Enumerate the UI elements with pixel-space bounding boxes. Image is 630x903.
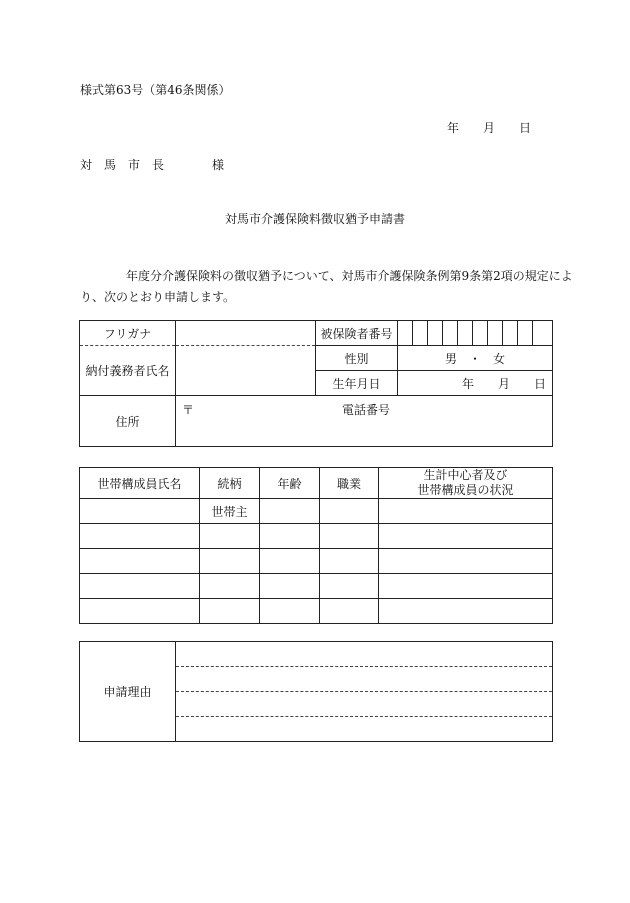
gender-label: 性別: [316, 346, 398, 371]
postal-mark: 〒: [182, 403, 195, 417]
table-row: [80, 499, 553, 524]
insured-number-digit[interactable]: [413, 321, 428, 346]
addressee: 対 馬 市 長 様: [80, 158, 225, 172]
document-title: 対馬市介護保険料徴収猶予申請書: [224, 212, 405, 226]
header-occupation: 職業: [320, 468, 379, 499]
status-cell[interactable]: [379, 574, 553, 599]
gender-choice[interactable]: 男 ・ 女: [398, 346, 553, 371]
occupation-cell[interactable]: [320, 499, 379, 524]
table-row: [80, 599, 553, 624]
insured-number-digit[interactable]: [473, 321, 488, 346]
insured-number-digit[interactable]: [503, 321, 518, 346]
relation-cell[interactable]: [200, 574, 260, 599]
status-cell[interactable]: [379, 499, 553, 524]
intro-line-1: 年度分介護保険料の徴収猶予について、対馬市介護保険条例第9条第2項の規定によ: [126, 269, 573, 283]
reason-line[interactable]: [176, 667, 553, 692]
header-member-name: 世帯構成員氏名: [80, 468, 200, 499]
applicant-table: [79, 320, 553, 447]
insured-number-digit[interactable]: [458, 321, 473, 346]
relation-cell[interactable]: [200, 549, 260, 574]
status-cell[interactable]: [379, 549, 553, 574]
age-cell[interactable]: [260, 524, 320, 549]
reason-line[interactable]: [176, 717, 553, 742]
insured-number-label: 被保険者番号: [316, 321, 398, 346]
member-name-cell[interactable]: [80, 549, 200, 574]
reason-table: [79, 641, 553, 742]
status-cell[interactable]: [379, 599, 553, 624]
relation-cell[interactable]: [200, 599, 260, 624]
member-name-cell[interactable]: [80, 499, 200, 524]
insured-number-digit[interactable]: [518, 321, 533, 346]
insured-number-digit[interactable]: [533, 321, 553, 346]
member-name-cell[interactable]: [80, 599, 200, 624]
reason-line[interactable]: [176, 642, 553, 667]
birthdate-field[interactable]: 年 月 日: [398, 371, 553, 396]
age-cell[interactable]: [260, 549, 320, 574]
member-name-cell[interactable]: [80, 524, 200, 549]
furigana-label: フリガナ: [80, 321, 176, 346]
header-status-line-2: 世帯構成員の状況: [417, 483, 514, 497]
occupation-cell[interactable]: [320, 574, 379, 599]
reason-line[interactable]: [176, 692, 553, 717]
relation-cell[interactable]: 世帯主: [200, 499, 260, 524]
occupation-cell[interactable]: [320, 549, 379, 574]
birthdate-label: 生年月日: [316, 371, 398, 396]
age-cell[interactable]: [260, 599, 320, 624]
insured-number-digit[interactable]: [443, 321, 458, 346]
table-row: [80, 574, 553, 599]
header-status-line-1: 生計中心者及び: [423, 468, 508, 482]
table-row: [80, 549, 553, 574]
name-label: 納付義務者氏名: [80, 346, 176, 396]
insured-number-digit[interactable]: [398, 321, 413, 346]
header-household-status: [379, 468, 553, 499]
table-row: [80, 524, 553, 549]
address-field[interactable]: [176, 396, 553, 447]
age-cell[interactable]: [260, 574, 320, 599]
member-name-cell[interactable]: [80, 574, 200, 599]
household-table: [79, 467, 553, 624]
phone-label: 電話番号: [342, 403, 391, 417]
age-cell[interactable]: [260, 499, 320, 524]
furigana-field[interactable]: [176, 321, 316, 346]
insured-number-digit[interactable]: [428, 321, 443, 346]
header-age: 年齢: [260, 468, 320, 499]
occupation-cell[interactable]: [320, 524, 379, 549]
status-cell[interactable]: [379, 524, 553, 549]
address-label: 住所: [80, 396, 176, 447]
reason-label: 申請理由: [80, 642, 176, 742]
occupation-cell[interactable]: [320, 599, 379, 624]
relation-cell[interactable]: [200, 524, 260, 549]
form-number: 様式第63号（第46条関係）: [80, 83, 231, 97]
date-line: 年 月 日: [447, 121, 532, 135]
insured-number-digit[interactable]: [488, 321, 503, 346]
name-field[interactable]: [176, 346, 316, 396]
intro-line-2: り、次のとおり申請します。: [80, 290, 236, 304]
header-relation: 続柄: [200, 468, 260, 499]
